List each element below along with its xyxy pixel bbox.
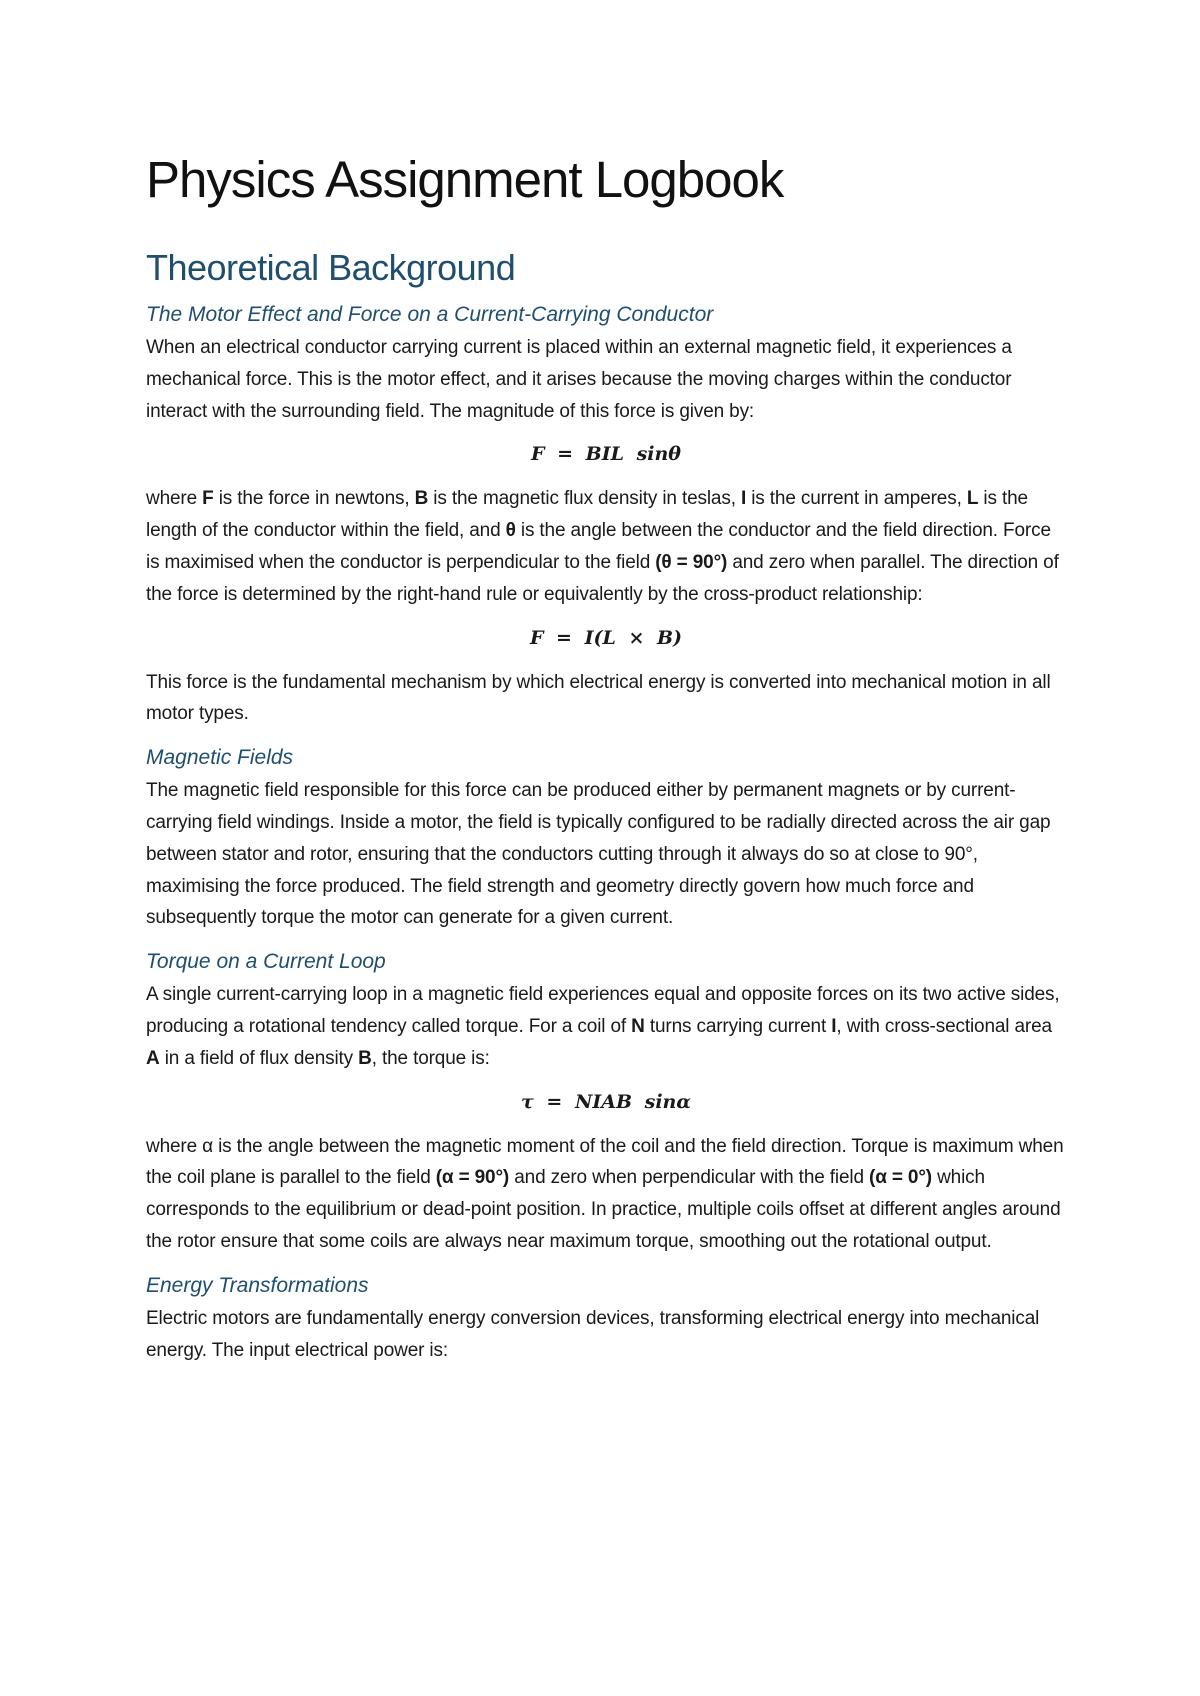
torque-intro-paragraph: A single current-carrying loop in a magnetic field experiences equal and opposite forces on its two active sides, producing a rotational tendency called torque. For a coil of N turns carrying current I, with cross-sectional area A in a field of flux density B, the torque is:	[146, 984, 1060, 1069]
energy-transformations-heading: Energy Transformations	[146, 1273, 369, 1297]
cross-product-equation: F = I(L × B)	[529, 626, 683, 649]
document-title: Physics Assignment Logbook	[146, 151, 784, 208]
magnetic-fields-heading: Magnetic Fields	[146, 746, 294, 770]
motor-effect-heading: The Motor Effect and Force on a Current-Carrying Conductor	[146, 303, 714, 326]
motor-effect-intro: When an electrical conductor carrying current is placed within an external magnetic field, it experiences a mechanical force. This is the motor effect, and it arises because the moving charges within the conductor interact with the surrounding field. The magnitude of this force is given by:	[146, 337, 1012, 422]
torque-equation: τ = NIAB sinα	[521, 1090, 691, 1113]
force-equation: F = BIL sinθ	[531, 443, 681, 466]
energy-transformations-paragraph: Electric motors are fundamentally energy conversion devices, transforming electrical energy into mechanical energy. The input electrical power is:	[146, 1307, 1040, 1361]
torque-heading: Torque on a Current Loop	[146, 950, 386, 974]
magnetic-fields-paragraph: The magnetic field responsible for this force can be produced either by permanent magnets or by current-carrying field windings. Inside a motor, the field is typically configured to be radially directed across the air gap between stator and rotor, ensuring that the conductors cutting through it always do so at close to 90°, maximising the force produced. The field strength and geometry directly govern how much force and subsequently torque the motor can generate for a given current.	[146, 780, 1051, 929]
section-heading: Theoretical Background	[146, 247, 516, 288]
force-variables-paragraph: where F is the force in newtons, B is the magnetic flux density in teslas, I is the current in amperes, L is the length of the conductor within the field, and θ is the angle between the conductor and the field direction. Force is maximised when the conductor is perpendicular to the field (θ = 90°) and zero when parallel. The direction of the force is determined by the right-hand rule or equivalently by the cross-product relationship:	[146, 488, 1059, 605]
motor-effect-closing: This force is the fundamental mechanism by which electrical energy is converted into mechanical motion in all motor types.	[146, 671, 1051, 725]
torque-explanation-paragraph: where α is the angle between the magnetic moment of the coil and the field direction. Torque is maximum when the coil plane is parallel to the field (α = 90°) and zero when perpendicular with the field (α = 0°) which corresponds to the equilibrium or dead-point position. In practice, multiple coils offset at different angles around the rotor ensure that some coils are always near maximum torque, smoothing out the rotational output.	[146, 1135, 1064, 1252]
document-page	[146, 150, 1066, 1366]
